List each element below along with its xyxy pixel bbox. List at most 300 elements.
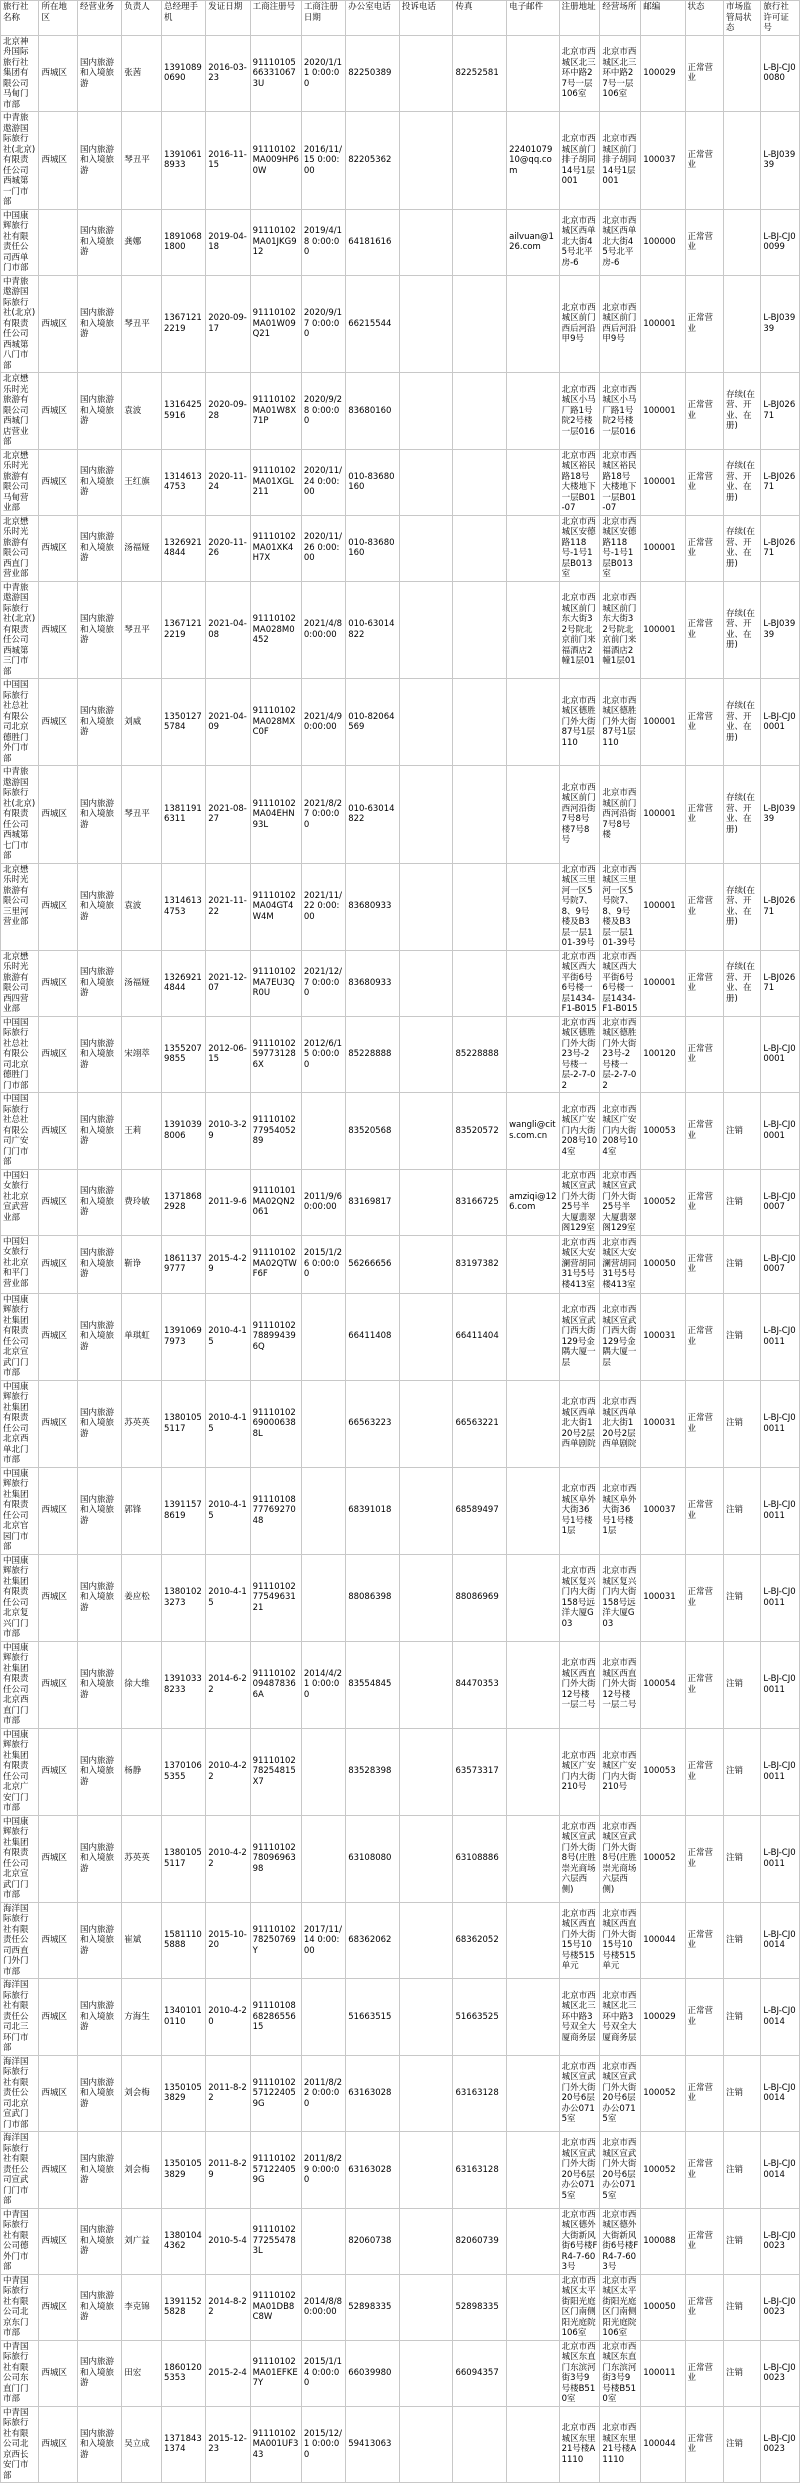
table-row — [1, 1016, 800, 1093]
mobile-cell: 13146134753 — [161, 449, 205, 515]
head-cell: 龚娜 — [122, 209, 162, 275]
reg-no-cell: 91110102MA028M0452 — [250, 581, 301, 679]
mobile-cell: 13801044362 — [161, 2208, 205, 2274]
status-cell: 正常营业 — [685, 1235, 723, 1293]
status-cell: 正常营业 — [685, 766, 723, 864]
agency-name-cell: 北京懋乐时光旅游有限公司马甸营业部 — [1, 449, 39, 515]
reg-date-cell — [301, 1979, 345, 2056]
email-cell — [507, 2406, 559, 2483]
biz-address-cell: 北京市西城区太平街阳光庭区门南侧阳光庭院106室 — [600, 2274, 641, 2340]
office-phone-cell: 51663515 — [346, 1979, 400, 2056]
reg-no-cell: 91110102782548​15X7 — [250, 1728, 301, 1815]
license-cell: L-BJ-CJ00001 — [761, 679, 800, 766]
table-row — [1, 1979, 800, 2056]
complaint-phone-cell — [399, 1235, 453, 1293]
email-cell — [507, 1467, 559, 1554]
license-cell: L-BJ03939 — [761, 112, 800, 210]
area-cell: 西城区 — [39, 35, 77, 112]
email-cell — [507, 1728, 559, 1815]
issue-date-header: 发证日期 — [206, 1, 250, 36]
biz-address-cell: 北京市西城区西单北大街45号北平房-6 — [600, 209, 641, 275]
reg-address-cell: 北京市西城区宣武门外大街8号(庄胜崇光商场六层西侧) — [559, 1815, 600, 1902]
reg-date-cell: 2020/9/17 0:00:00 — [301, 275, 345, 373]
table-body — [1, 35, 800, 2483]
reg-no-cell: 91110102MA01EFKE7Y — [250, 2340, 301, 2406]
business-cell: 国内旅游和入境旅游 — [77, 1467, 121, 1554]
table-row — [1, 1902, 800, 1979]
biz-address-cell: 北京市西城区前门排子胡同14号1层001 — [600, 112, 641, 210]
agency-name-cell: 中青国际旅行社有限公司东直门门市部 — [1, 2340, 39, 2406]
reg-no-cell: 91110102597731286X — [250, 1016, 301, 1093]
reg-address-header: 注册地址 — [559, 1, 600, 36]
area-cell: 西城区 — [39, 2055, 77, 2132]
license-cell: L-BJ-CJ00080 — [761, 35, 800, 112]
status-cell: 正常营业 — [685, 275, 723, 373]
table-row — [1, 449, 800, 515]
area-cell: 西城区 — [39, 1554, 77, 1641]
market-status-cell: 注销 — [724, 1902, 761, 1979]
reg-no-cell: 91110102MA04EHN93L — [250, 766, 301, 864]
head-cell: 吴立成 — [122, 2406, 162, 2483]
issue-date-cell: 2019-04-18 — [206, 209, 250, 275]
business-cell: 国内旅游和入境旅游 — [77, 2274, 121, 2340]
fax-cell: 83197382 — [453, 1235, 507, 1293]
complaint-phone-cell — [399, 1641, 453, 1728]
license-cell: L-BJ02671 — [761, 449, 800, 515]
email-cell — [507, 1815, 559, 1902]
status-cell: 正常营业 — [685, 2406, 723, 2483]
reg-date-cell: 2015/12/1 0:00:00 — [301, 2406, 345, 2483]
area-cell: 西城区 — [39, 2132, 77, 2209]
fax-cell: 63108886 — [453, 1815, 507, 1902]
license-cell: L-BJ-CJ00014 — [761, 1902, 800, 1979]
fax-cell: 84470353 — [453, 1641, 507, 1728]
issue-date-cell: 2014-6-22 — [206, 1641, 250, 1728]
agency-name-cell: 海洋国际旅行社有限责任公司西直门外门市部 — [1, 1902, 39, 1979]
office-phone-cell: 88086398 — [346, 1554, 400, 1641]
reg-address-cell: 北京市西城区裕民路18号大楼地下一层B01-07 — [559, 449, 600, 515]
reg-address-cell: 北京市西城区西大平街6号6号楼一层1434-F1-B015 — [559, 950, 600, 1016]
reg-no-cell: 911101027889943​96Q — [250, 1293, 301, 1380]
email-cell — [507, 1380, 559, 1467]
head-cell: 汤福娅 — [122, 950, 162, 1016]
mobile-cell: 13910398006 — [161, 1093, 205, 1170]
reg-address-cell: 北京市西城区广安门内大街208号104室 — [559, 1093, 600, 1170]
business-cell: 国内旅游和入境旅游 — [77, 209, 121, 275]
issue-date-cell: 2021-08-27 — [206, 766, 250, 864]
biz-address-cell: 北京市西城区前门西河沿街7号8号楼 — [600, 766, 641, 864]
zip-cell: 100053 — [641, 1728, 685, 1815]
head-cell: 王红旗 — [122, 449, 162, 515]
office-phone-cell: 63163028 — [346, 2132, 400, 2209]
fax-cell — [453, 679, 507, 766]
market-status-cell: 注销 — [724, 1815, 761, 1902]
head-cell: 琴丑平 — [122, 581, 162, 679]
reg-address-cell: 北京市西城区德外大街新风街6号楼FR4-7-603号 — [559, 2208, 600, 2274]
zip-cell: 100054 — [641, 1641, 685, 1728]
table-row — [1, 2340, 800, 2406]
head-cell: 袁波 — [122, 863, 162, 950]
head-cell: 郭锋 — [122, 1467, 162, 1554]
complaint-phone-cell — [399, 209, 453, 275]
office-phone-cell: 010-63014822 — [346, 766, 400, 864]
license-cell: L-BJ02671 — [761, 515, 800, 581]
office-phone-cell: 66563223 — [346, 1380, 400, 1467]
area-cell: 西城区 — [39, 1467, 77, 1554]
market-status-cell — [724, 112, 761, 210]
area-cell: 西城区 — [39, 1815, 77, 1902]
reg-no-cell: 91110102MA01W09Q21 — [250, 275, 301, 373]
agency-name-cell: 中国妇女旅行社北京和平门营业部 — [1, 1235, 39, 1293]
zip-cell: 100088 — [641, 2208, 685, 2274]
zip-cell: 100052 — [641, 1815, 685, 1902]
reg-date-cell — [301, 2208, 345, 2274]
table-row — [1, 581, 800, 679]
table-row — [1, 209, 800, 275]
biz-address-cell: 北京市西城区三里河一区5号院7、8、9号楼及B3层一层101-39号 — [600, 863, 641, 950]
market-status-cell — [724, 1016, 761, 1093]
reg-address-cell: 北京市西城区前门西河沿街7号8号楼7号8号 — [559, 766, 600, 864]
issue-date-cell: 2010-3-29 — [206, 1093, 250, 1170]
status-cell: 正常营业 — [685, 1093, 723, 1170]
email-cell: wangli@cits.com.cn — [507, 1093, 559, 1170]
reg-date-cell — [301, 1728, 345, 1815]
issue-date-cell: 2010-4-15 — [206, 1554, 250, 1641]
agency-name-cell: 北京懋乐时光旅游有限公司西直门营业部 — [1, 515, 39, 581]
reg-address-cell: 北京市西城区东里21号楼A1110 — [559, 2406, 600, 2483]
email-cell — [507, 2055, 559, 2132]
business-cell: 国内旅游和入境旅游 — [77, 2132, 121, 2209]
email-cell — [507, 1016, 559, 1093]
business-cell: 国内旅游和入境旅游 — [77, 2406, 121, 2483]
reg-date-cell: 2014/8/8 0:00:00 — [301, 2274, 345, 2340]
head-cell: 杨静 — [122, 1728, 162, 1815]
zip-cell: 100052 — [641, 2055, 685, 2132]
mobile-cell: 13910338233 — [161, 1641, 205, 1728]
business-cell: 国内旅游和入境旅游 — [77, 35, 121, 112]
business-cell: 国内旅游和入境旅游 — [77, 950, 121, 1016]
reg-address-cell: 北京市西城区北三环中路3号双全大厦商务层 — [559, 1979, 600, 2056]
agency-name-cell: 中青国际旅行社有限公司北京西长安门市部 — [1, 2406, 39, 2483]
table-row — [1, 2406, 800, 2483]
complaint-phone-cell — [399, 1554, 453, 1641]
market-status-cell: 存续(在营、开业、在册) — [724, 679, 761, 766]
area-cell: 西城区 — [39, 112, 77, 210]
area-cell: 西城区 — [39, 1641, 77, 1728]
table-row — [1, 2208, 800, 2274]
area-cell: 西城区 — [39, 2274, 77, 2340]
area-cell: 西城区 — [39, 275, 77, 373]
head-cell: 袁波 — [122, 373, 162, 450]
reg-date-cell: 2017/11/14 0:00:00 — [301, 1902, 345, 1979]
fax-cell — [453, 863, 507, 950]
business-cell: 国内旅游和入境旅游 — [77, 373, 121, 450]
reg-date-cell — [301, 1815, 345, 1902]
market-status-cell: 注销 — [724, 1979, 761, 2056]
agency-name-cell: 中国国际旅行社总社有限公司广安门门市部 — [1, 1093, 39, 1170]
agency-name-cell: 中国康辉旅行社集团有限责任公司北京复兴门门市部 — [1, 1554, 39, 1641]
issue-date-cell: 2015-2-4 — [206, 2340, 250, 2406]
email-cell — [507, 275, 559, 373]
fax-cell — [453, 209, 507, 275]
license-cell: L-BJ03939 — [761, 766, 800, 864]
office-phone-cell: 83680933 — [346, 863, 400, 950]
license-cell: L-BJ-CJ00011 — [761, 1641, 800, 1728]
issue-date-cell: 2012-06-15 — [206, 1016, 250, 1093]
complaint-phone-cell — [399, 1467, 453, 1554]
reg-date-cell: 2011/8/22 0:00:00 — [301, 2055, 345, 2132]
business-cell: 国内旅游和入境旅游 — [77, 1815, 121, 1902]
status-cell: 正常营业 — [685, 863, 723, 950]
business-cell: 国内旅游和入境旅游 — [77, 1016, 121, 1093]
table-row — [1, 275, 800, 373]
office-phone-cell: 66039980 — [346, 2340, 400, 2406]
agency-name-cell: 中国康辉旅行社集团有限责任公司北京广安门门市部 — [1, 1728, 39, 1815]
status-cell: 正常营业 — [685, 1641, 723, 1728]
complaint-phone-cell — [399, 950, 453, 1016]
license-cell: L-BJ02671 — [761, 373, 800, 450]
table-row — [1, 2274, 800, 2340]
reg-no-cell: 91110102MA01W8X71P — [250, 373, 301, 450]
reg-no-cell: 91110102MA01XGL211 — [250, 449, 301, 515]
complaint-phone-cell — [399, 35, 453, 112]
status-cell: 正常营业 — [685, 1293, 723, 1380]
fax-cell — [453, 581, 507, 679]
office-phone-cell: 83680160 — [346, 373, 400, 450]
fax-cell — [453, 275, 507, 373]
office-phone-cell: 010-63014822 — [346, 581, 400, 679]
zip-cell: 100031 — [641, 1554, 685, 1641]
business-cell: 国内旅游和入境旅游 — [77, 2208, 121, 2274]
head-cell: 琴丑平 — [122, 112, 162, 210]
reg-no-cell: 91110102MA009HP60W — [250, 112, 301, 210]
reg-date-cell: 2016/11/15 0:00:00 — [301, 112, 345, 210]
reg-address-cell: 北京市西城区复兴门内大街158号远洋大厦G03 — [559, 1554, 600, 1641]
market-status-cell: 注销 — [724, 1293, 761, 1380]
reg-date-cell: 2021/11/22 0:00:00 — [301, 863, 345, 950]
fax-cell — [453, 515, 507, 581]
table-row — [1, 1554, 800, 1641]
reg-date-header: 工商注册日期 — [301, 1, 345, 36]
issue-date-cell: 2016-11-15 — [206, 112, 250, 210]
agency-name-cell: 中国康辉旅行社集团有限责任公司北京宣武门门市部 — [1, 1293, 39, 1380]
agency-name-cell: 海洋国际旅行社有限责任公司北京宣武门门市部 — [1, 2055, 39, 2132]
business-cell: 国内旅游和入境旅游 — [77, 1641, 121, 1728]
market-status-cell — [724, 35, 761, 112]
license-cell: L-BJ-CJ00023 — [761, 2340, 800, 2406]
business-cell: 国内旅游和入境旅游 — [77, 679, 121, 766]
reg-address-cell: 北京市西城区太平街阳光庭区门南侧阳光庭院106室 — [559, 2274, 600, 2340]
reg-address-cell: 北京市西城区德胜门外大街23号-2号楼一层-2-7-02 — [559, 1016, 600, 1093]
zip-cell: 100037 — [641, 1467, 685, 1554]
complaint-phone-cell — [399, 449, 453, 515]
zip-cell: 100044 — [641, 2406, 685, 2483]
status-cell: 正常营业 — [685, 1016, 723, 1093]
business-cell: 国内旅游和入境旅游 — [77, 581, 121, 679]
fax-cell: 51663525 — [453, 1979, 507, 2056]
fax-header: 传真 — [453, 1, 507, 36]
reg-address-cell: 北京市西城区广安门内大街210号 — [559, 1728, 600, 1815]
license-cell: L-BJ-CJ00007 — [761, 1235, 800, 1293]
biz-address-cell: 北京市西城区宣武门外大街8号(庄胜崇光商场六层西侧) — [600, 1815, 641, 1902]
area-cell: 西城区 — [39, 373, 77, 450]
office-phone-cell: 56266656 — [346, 1235, 400, 1293]
license-cell: L-BJ-CJ00011 — [761, 1728, 800, 1815]
office-phone-cell: 83680933 — [346, 950, 400, 1016]
business-cell: 国内旅游和入境旅游 — [77, 2055, 121, 2132]
market-status-cell: 注销 — [724, 2055, 761, 2132]
head-cell: 刘广益 — [122, 2208, 162, 2274]
email-cell — [507, 1293, 559, 1380]
head-cell: 刘威 — [122, 679, 162, 766]
head-header: 负责人 — [122, 1, 162, 36]
biz-address-cell: 北京市西城区前门西后河沿甲9号 — [600, 275, 641, 373]
reg-date-cell: 2015/1/26 0:00:00 — [301, 1235, 345, 1293]
complaint-phone-cell — [399, 1815, 453, 1902]
status-cell: 正常营业 — [685, 1380, 723, 1467]
reg-address-cell: 北京市西城区西单北大街45号北平房-6 — [559, 209, 600, 275]
issue-date-cell: 2010-4-22 — [206, 1728, 250, 1815]
area-cell: 西城区 — [39, 1016, 77, 1093]
biz-address-header: 经营场所 — [600, 1, 641, 36]
agency-name-cell: 中国国际旅行社总社有限公司北京德胜门门市部 — [1, 1016, 39, 1093]
complaint-phone-cell — [399, 2406, 453, 2483]
license-cell: L-BJ-CJ00014 — [761, 2055, 800, 2132]
biz-address-cell: 北京市西城区西大平街6号6号楼一层1434-F1-B015 — [600, 950, 641, 1016]
issue-date-cell: 2014-8-22 — [206, 2274, 250, 2340]
agency-name-cell: 北京神舟国际旅行社集团有限公司马甸门市部 — [1, 35, 39, 112]
fax-cell: 66411404 — [453, 1293, 507, 1380]
reg-date-cell: 2021/4/9 0:00:00 — [301, 679, 345, 766]
market-status-cell: 注销 — [724, 1235, 761, 1293]
business-cell: 国内旅游和入境旅游 — [77, 1979, 121, 2056]
fax-cell: 83520572 — [453, 1093, 507, 1170]
business-cell: 国内旅游和入境旅游 — [77, 1293, 121, 1380]
area-cell: 西城区 — [39, 1728, 77, 1815]
biz-address-cell: 北京市西城区宣武门外大街20号6层办公0715室 — [600, 2132, 641, 2209]
reg-address-cell: 北京市西城区前门东大街32号院北京前门来福酒店2幢1层01 — [559, 581, 600, 679]
mobile-cell: 13718431374 — [161, 2406, 205, 2483]
reg-no-cell: 91110102MA01JKG912 — [250, 209, 301, 275]
office-phone-cell: 59413063 — [346, 2406, 400, 2483]
status-cell: 正常营业 — [685, 2274, 723, 2340]
reg-no-cell: 91110102MA01DB8C8W — [250, 2274, 301, 2340]
fax-cell: 68589497 — [453, 1467, 507, 1554]
market-status-cell: 注销 — [724, 1554, 761, 1641]
area-cell: 西城区 — [39, 1235, 77, 1293]
fax-cell: 85228888 — [453, 1016, 507, 1093]
reg-date-cell: 2021/8/27 0:00:00 — [301, 766, 345, 864]
area-cell: 西城区 — [39, 1293, 77, 1380]
agency-name-cell: 海洋国际旅行社有限责任公司宣武门门市部 — [1, 2132, 39, 2209]
biz-address-cell: 北京市西城区宣武门西大街129号金隅大厦一层 — [600, 1293, 641, 1380]
market-status-cell: 存续(在营、开业、在册) — [724, 449, 761, 515]
office-phone-cell: 63163028 — [346, 2055, 400, 2132]
biz-address-cell: 北京市西城区德胜门外大街23号-2号楼一层-2-7-02 — [600, 1016, 641, 1093]
reg-date-cell: 2020/9/28 0:00:00 — [301, 373, 345, 450]
license-cell: L-BJ-CJ00023 — [761, 2406, 800, 2483]
table-row — [1, 1380, 800, 1467]
reg-date-cell — [301, 1293, 345, 1380]
status-cell: 正常营业 — [685, 1169, 723, 1235]
area-cell — [39, 209, 77, 275]
complaint-phone-cell — [399, 373, 453, 450]
complaint-phone-cell — [399, 1293, 453, 1380]
email-cell — [507, 863, 559, 950]
mobile-cell: 15811105888 — [161, 1902, 205, 1979]
area-cell: 西城区 — [39, 449, 77, 515]
market-status-cell: 存续(在营、开业、在册) — [724, 950, 761, 1016]
office-phone-cell: 63108080 — [346, 1815, 400, 1902]
mobile-cell: 13501053829 — [161, 2132, 205, 2209]
complaint-phone-cell — [399, 2274, 453, 2340]
table-row — [1, 2055, 800, 2132]
table-row — [1, 950, 800, 1016]
office-phone-cell: 68391018 — [346, 1467, 400, 1554]
area-cell: 西城区 — [39, 515, 77, 581]
office-phone-cell: 66215544 — [346, 275, 400, 373]
reg-no-cell: 91110102MA7EU3QR0U — [250, 950, 301, 1016]
reg-no-cell: 911101020948783​66A — [250, 1641, 301, 1728]
table-row — [1, 863, 800, 950]
office-phone-cell: 83554845 — [346, 1641, 400, 1728]
market-status-cell: 注销 — [724, 1728, 761, 1815]
email-cell — [507, 2340, 559, 2406]
complaint-phone-cell — [399, 2132, 453, 2209]
office-phone-cell: 82250389 — [346, 35, 400, 112]
mobile-cell: 13164255916 — [161, 373, 205, 450]
email-cell — [507, 1641, 559, 1728]
zip-cell: 100029 — [641, 35, 685, 112]
status-cell: 正常营业 — [685, 2132, 723, 2209]
fax-cell: 52898335 — [453, 2274, 507, 2340]
license-cell: L-BJ02671 — [761, 863, 800, 950]
area-cell: 西城区 — [39, 1380, 77, 1467]
complaint-phone-cell — [399, 1728, 453, 1815]
zip-cell: 100001 — [641, 275, 685, 373]
status-cell: 正常营业 — [685, 1902, 723, 1979]
status-cell: 正常营业 — [685, 2055, 723, 2132]
biz-address-cell: 北京市西城区宣武门外大街20号6层办公0715室 — [600, 2055, 641, 2132]
email-cell — [507, 2132, 559, 2209]
biz-address-cell: 北京市西城区东里21号楼A1110 — [600, 2406, 641, 2483]
mobile-cell: 13269214844 — [161, 950, 205, 1016]
biz-address-cell: 北京市西城区宣武门外大街25号半大厦翡翠阁129室 — [600, 1169, 641, 1235]
status-cell: 正常营业 — [685, 209, 723, 275]
zip-cell: 100031 — [641, 1293, 685, 1380]
table-row — [1, 1169, 800, 1235]
market-status-cell: 注销 — [724, 2340, 761, 2406]
complaint-phone-cell — [399, 1093, 453, 1170]
issue-date-cell: 2020-11-26 — [206, 515, 250, 581]
business-cell: 国内旅游和入境旅游 — [77, 1554, 121, 1641]
head-cell: 苏英英 — [122, 1815, 162, 1902]
business-header: 经营业务 — [77, 1, 121, 36]
market-status-cell: 存续(在营、开业、在册) — [724, 766, 761, 864]
office-phone-cell: 83520568 — [346, 1093, 400, 1170]
biz-address-cell: 北京市西城区西直门外大街15号10号楼515单元 — [600, 1902, 641, 1979]
status-cell: 正常营业 — [685, 449, 723, 515]
mobile-cell: 18611379777 — [161, 1235, 205, 1293]
email-cell — [507, 449, 559, 515]
zip-cell: 100001 — [641, 679, 685, 766]
complaint-phone-cell — [399, 1380, 453, 1467]
head-cell: 刘会梅 — [122, 2055, 162, 2132]
office-phone-cell: 52898335 — [346, 2274, 400, 2340]
agency-name-cell: 中国康辉旅行社集团有限责任公司北京西直门门市部 — [1, 1641, 39, 1728]
license-cell: L-BJ-CJ00001 — [761, 1016, 800, 1093]
reg-no-header: 工商注册号 — [250, 1, 301, 36]
